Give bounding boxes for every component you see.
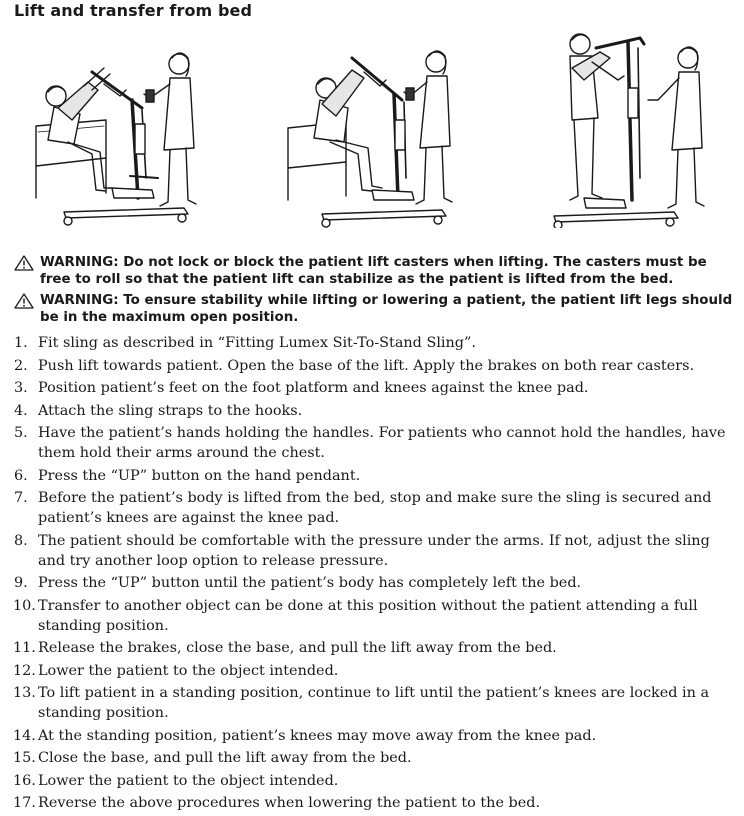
warning-text: WARNING: Do not lock or block the patient lift casters when lifting. The casters must be free to roll so that the patient lift can stabilize as the patient is lifted from the bed.: [40, 255, 707, 287]
step-text: Have the patient’s hands holding the handles. For patients who cannot hold the handles, have them hold their arms around the chest.: [38, 425, 726, 461]
step-number: 17.: [13, 795, 36, 811]
step-number: 2.: [14, 357, 28, 374]
procedure-steps: [14, 333, 732, 816]
step-text: Lower the patient to the object intended.: [38, 662, 339, 679]
step-item: [14, 683, 732, 723]
step-item: [14, 793, 732, 813]
step-number: 11.: [13, 640, 36, 656]
step-number: 7.: [14, 490, 28, 506]
step-item: [14, 573, 732, 593]
step-number: 14.: [13, 727, 36, 744]
step-text: Fit sling as described in “Fitting Lumex Sit-To-Stand Sling”.: [38, 335, 476, 351]
step-item: [14, 596, 732, 636]
step-number: 16.: [13, 772, 36, 789]
step-text: Position patient’s feet on the foot platform and knees against the knee pad.: [38, 380, 589, 396]
step-number: 13.: [13, 685, 36, 701]
step-number: 5.: [14, 425, 28, 441]
step-text: Reverse the above procedures when lowering the patient to the bed.: [38, 795, 541, 811]
warning-stability: [14, 292, 734, 326]
step-number: 4.: [14, 402, 28, 419]
step-item: [14, 423, 732, 463]
page-title: Lift and transfer from bed: [14, 1, 253, 20]
step-text: Press the “UP” button on the hand pendant.: [38, 467, 361, 484]
step-number: 9.: [14, 575, 28, 591]
step-number: 3.: [14, 380, 28, 396]
step-text: Close the base, and pull the lift away from the bed.: [38, 750, 412, 766]
step-text: To lift patient in a standing position, continue to lift until the patient’s knees are locked in a standing position.: [38, 685, 710, 721]
warning-triangle-icon: [14, 293, 34, 309]
step-3-illustration: [548, 28, 728, 228]
step-1-illustration: [34, 28, 214, 228]
step-number: 15.: [13, 750, 36, 766]
step-text: Attach the sling straps to the hooks.: [38, 402, 303, 419]
step-text: Push lift towards patient. Open the base of the lift. Apply the brakes on both rear casters.: [38, 357, 695, 374]
step-item: [14, 378, 732, 398]
warning-triangle-icon: [14, 255, 34, 271]
step-text: Release the brakes, close the base, and pull the lift away from the bed.: [38, 640, 557, 656]
warning-casters: [14, 254, 734, 288]
step-text: At the standing position, patient’s knees may move away from the knee pad.: [38, 727, 597, 744]
step-item: [14, 488, 732, 528]
step-number: 6.: [14, 467, 28, 484]
step-item: [14, 531, 732, 571]
step-item: [14, 748, 732, 768]
step-text: Before the patient’s body is lifted from the bed, stop and make sure the sling is secured and patient’s knees are against the knee pad.: [38, 490, 712, 526]
step-item: [14, 356, 732, 376]
step-item: [14, 466, 732, 486]
step-text: The patient should be comfortable with the pressure under the arms. If not, adjust the sling and try another loop option to release pressure.: [38, 532, 710, 569]
step-item: [14, 333, 732, 353]
step-item: [14, 638, 732, 658]
step-text: Transfer to another object can be done at this position without the patient attending a full standing position.: [38, 597, 698, 634]
step-2-illustration: [286, 28, 466, 228]
step-item: [14, 401, 732, 421]
step-item: [14, 771, 732, 791]
step-number: 10.: [13, 597, 36, 614]
warning-text: WARNING: To ensure stability while lifting or lowering a patient, the patient lift legs should be in the maximum open position.: [40, 293, 733, 325]
step-text: Lower the patient to the object intended.: [38, 772, 339, 789]
step-item: [14, 661, 732, 681]
step-item: [14, 726, 732, 746]
step-number: 12.: [13, 662, 36, 679]
step-number: 1.: [14, 335, 28, 351]
step-number: 8.: [14, 532, 28, 549]
step-text: Press the “UP” button until the patient’s body has completely left the bed.: [38, 575, 582, 591]
